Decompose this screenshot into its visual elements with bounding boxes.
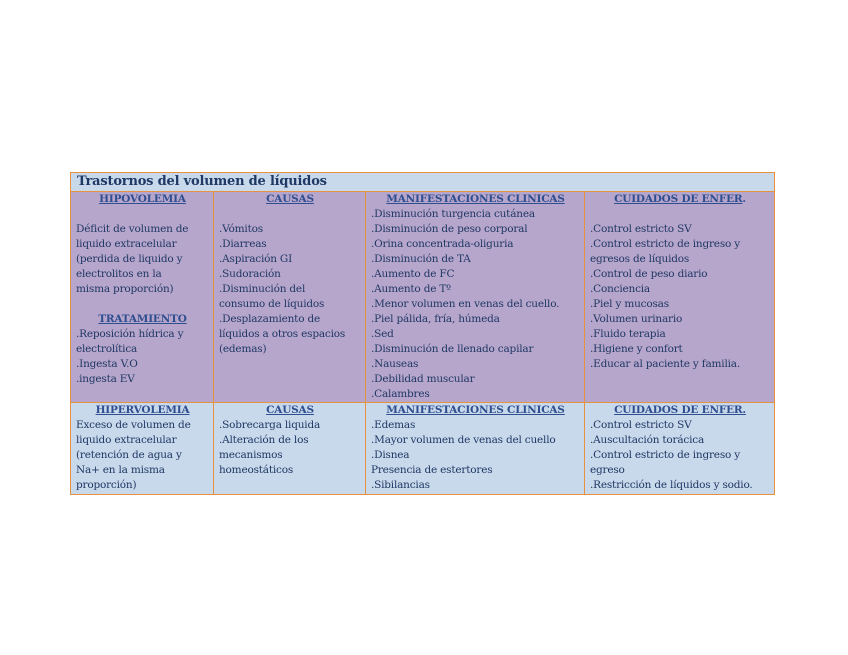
treatment-line: .Reposición hídrica y <box>76 328 184 340</box>
definition-line: (perdida de liquido y <box>76 253 183 265</box>
manifestation-line: .Sed <box>371 328 394 340</box>
cause-line: .Sudoración <box>219 268 281 280</box>
manifestation-line: .Aumento de FC <box>371 268 455 280</box>
cause-line: .Vómitos <box>219 223 263 235</box>
cause-line: líquidos a otros espacios <box>219 328 346 340</box>
cause-line: homeostáticos <box>219 464 294 476</box>
care-line: .Auscultación torácica <box>590 434 705 446</box>
manifestation-line: .Menor volumen en venas del cuello. <box>371 298 560 310</box>
treatment-line: .ingesta EV <box>76 373 135 385</box>
hypervolemia-header: HIPERVOLEMIA <box>95 404 190 416</box>
hypervolemia-manifestations-cell <box>366 403 585 494</box>
care-header <box>590 192 770 207</box>
hypervolemia-row <box>71 403 774 494</box>
definition-line: Exceso de volumen de <box>76 419 191 431</box>
hypovolemia-row <box>71 192 774 403</box>
manifestations-header: MANIFESTACIONES CLINICAS <box>386 404 565 416</box>
fluid-disorders-table <box>70 172 775 495</box>
manifestation-line: .Debilidad muscular <box>371 373 475 385</box>
care-line: .Control de peso diario <box>590 268 708 280</box>
cause-line: .Sobrecarga liquida <box>219 419 321 431</box>
manifestation-line: .Disminución de llenado capilar <box>371 343 534 355</box>
manifestation-line: .Edemas <box>371 419 416 431</box>
care-line: .Control estricto SV <box>590 223 692 235</box>
definition-line: proporción) <box>76 479 137 491</box>
cause-line: .Diarreas <box>219 238 267 250</box>
treatment-header: TRATAMIENTO <box>98 313 187 325</box>
care-line: egreso <box>590 464 625 476</box>
cause-line: (edemas) <box>219 343 267 355</box>
hypervolemia-cell <box>71 403 214 494</box>
cause-line: .Disminución del <box>219 283 306 295</box>
definition-line: Déficit de volumen de <box>76 223 189 235</box>
treatment-line: .Ingesta V.O <box>76 358 138 370</box>
manifestation-line: .Disminución de TA <box>371 253 471 265</box>
cause-line: .Desplazamiento de <box>219 313 320 325</box>
table-title: Trastornos del volumen de líquidos <box>71 173 774 192</box>
care-line: .Educar al paciente y familia. <box>590 358 740 370</box>
manifestation-line: .Calambres <box>371 388 430 400</box>
definition-line: misma proporción) <box>76 283 174 295</box>
hypovolemia-causes-cell <box>214 192 366 402</box>
cause-line: consumo de líquidos <box>219 298 325 310</box>
manifestations-header: MANIFESTACIONES CLINICAS <box>386 193 565 205</box>
manifestation-line: .Disnea <box>371 449 410 461</box>
definition-line: liquido extracelular <box>76 434 177 446</box>
hypervolemia-causes-cell <box>214 403 366 494</box>
definition-line: (retención de agua y <box>76 449 182 461</box>
definition-line: electrolitos en la <box>76 268 162 280</box>
cause-line: .Aspiración GI <box>219 253 293 265</box>
hypovolemia-cell <box>71 192 214 402</box>
care-line: .Control estricto SV <box>590 419 692 431</box>
care-line: .Volumen urinario <box>590 313 683 325</box>
hypovolemia-manifestations-cell <box>366 192 585 402</box>
care-line: .Control estricto de ingreso y <box>590 449 740 461</box>
treatment-line: electrolítica <box>76 343 138 355</box>
definition-line: liquido extracelular <box>76 238 177 250</box>
care-header-text: CUIDADOS DE ENFER <box>614 193 743 205</box>
care-line: egresos de líquidos <box>590 253 690 265</box>
hypervolemia-care-cell <box>585 403 774 494</box>
hypovolemia-header: HIPOVOLEMIA <box>99 193 186 205</box>
manifestation-line: .Sibilancias <box>371 479 430 491</box>
cause-line: .Alteración de los <box>219 434 309 446</box>
care-line: .Restricción de líquidos y sodio. <box>590 479 753 491</box>
cause-line: mecanismos <box>219 449 283 461</box>
care-line: .Fluido terapia <box>590 328 666 340</box>
hypovolemia-care-cell <box>585 192 774 402</box>
care-header-suffix: . <box>742 193 746 205</box>
causes-header: CAUSAS <box>266 193 314 205</box>
causes-header: CAUSAS <box>266 404 314 416</box>
manifestation-line: .Disminución de peso corporal <box>371 223 528 235</box>
manifestation-line: .Aumento de Tº <box>371 283 451 295</box>
care-line: .Control estricto de ingreso y <box>590 238 740 250</box>
manifestation-line: .Piel pálida, fría, húmeda <box>371 313 500 325</box>
care-line: .Higiene y confort <box>590 343 683 355</box>
definition-line: Na+ en la misma <box>76 464 165 476</box>
manifestation-line: .Orina concentrada-oliguria <box>371 238 514 250</box>
care-line: .Conciencia <box>590 283 650 295</box>
manifestation-line: .Nauseas <box>371 358 419 370</box>
care-line: .Piel y mucosas <box>590 298 669 310</box>
manifestation-line: .Disminución turgencia cutánea <box>371 208 535 220</box>
care-header: CUIDADOS DE ENFER. <box>614 404 746 416</box>
manifestation-line: Presencia de estertores <box>371 464 493 476</box>
manifestation-line: .Mayor volumen de venas del cuello <box>371 434 556 446</box>
